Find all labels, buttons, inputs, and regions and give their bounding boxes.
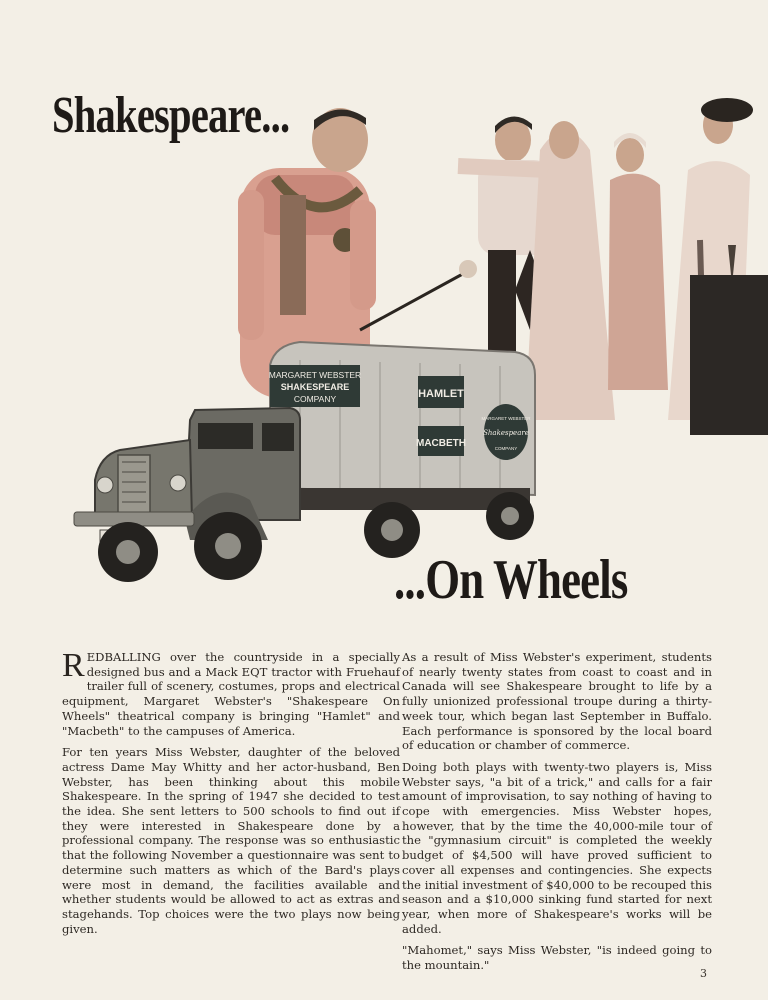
hamlet-panel: HAMLET — [418, 388, 464, 400]
article-paragraph: REDBALLING over the countryside in a specially designed bus and a Mack EQT tractor with Fruehauf trailer full of scenery, costumes, props and electrical equipment, Margaret Webster's "Shakespeare On Wheels" theatrical company is bringing "Hamlet" and "Macbeth" to the campuses of America. — [62, 647, 400, 738]
article-column-left — [62, 647, 400, 943]
emblem-line-1: MARGARET WEBSTER — [481, 416, 531, 421]
article-column-right — [402, 650, 712, 980]
draped-table — [690, 275, 768, 435]
page-number: 3 — [700, 967, 707, 980]
cab-sign-line-2: SHAKESPEARE — [280, 382, 350, 392]
article-paragraph: For ten years Miss Webster, daughter of the beloved actress Dame May Whitty and her actor-husband, Ben Webster, has been thinking about this mobile Shakespeare. In the spring of 1947 she decided to test the idea. She sent letters to 500 schools to find out if they were interested in Shakespeare done by a professional company. The response was so enthusiastic that the following November a questionnaire was sent to determine such matters as which of the Bard's plays were most in demand, the facilities available and whether students would be allowed to act as extras and stagehands. Top choices were the two plays now being given. — [62, 745, 400, 936]
article-paragraph: As a result of Miss Webster's experiment, students of nearly twenty states from coast to coast and in Canada will see Shakespeare brought to life by a fully unionized professional troupe during a thirty-week tour, which began last September in Buffalo. Each performance is sponsored by the local board of education or chamber of commerce. — [402, 650, 712, 753]
drop-cap: R — [62, 647, 85, 684]
article-paragraph: "Mahomet," says Miss Webster, "is indeed going to the mountain." — [402, 943, 712, 973]
emblem-line-2: Shakespeare — [483, 429, 529, 437]
cab-sign-line-3: COMPANY — [293, 394, 337, 404]
article-paragraph: Doing both plays with twenty-two players is, Miss Webster says, "a bit of a trick," and calls for a fair amount of improvisation, to say nothing of having to cope with emergencies. Miss Webster hopes, however, that by the time the 40,000-mile tour of the "gymnasium circuit" is completed the weekly budget of $4,500 will have proved sufficient to cover all expenses and contingencies. She expects the initial investment of $40,000 to be recouped this season and a $10,000 sinking fund started for next year, when more of Shakespeare's works will be added. — [402, 759, 712, 936]
macbeth-panel: MACBETH — [416, 438, 466, 449]
cab-sign-line-1: MARGARET WEBSTER — [268, 370, 362, 380]
actress-patterned-dress — [608, 133, 668, 390]
headline-top: Shakespeare... — [52, 87, 290, 144]
truck — [74, 342, 535, 582]
emblem-line-3: COMPANY — [494, 446, 518, 451]
headline-bottom: ...On Wheels — [394, 549, 628, 611]
